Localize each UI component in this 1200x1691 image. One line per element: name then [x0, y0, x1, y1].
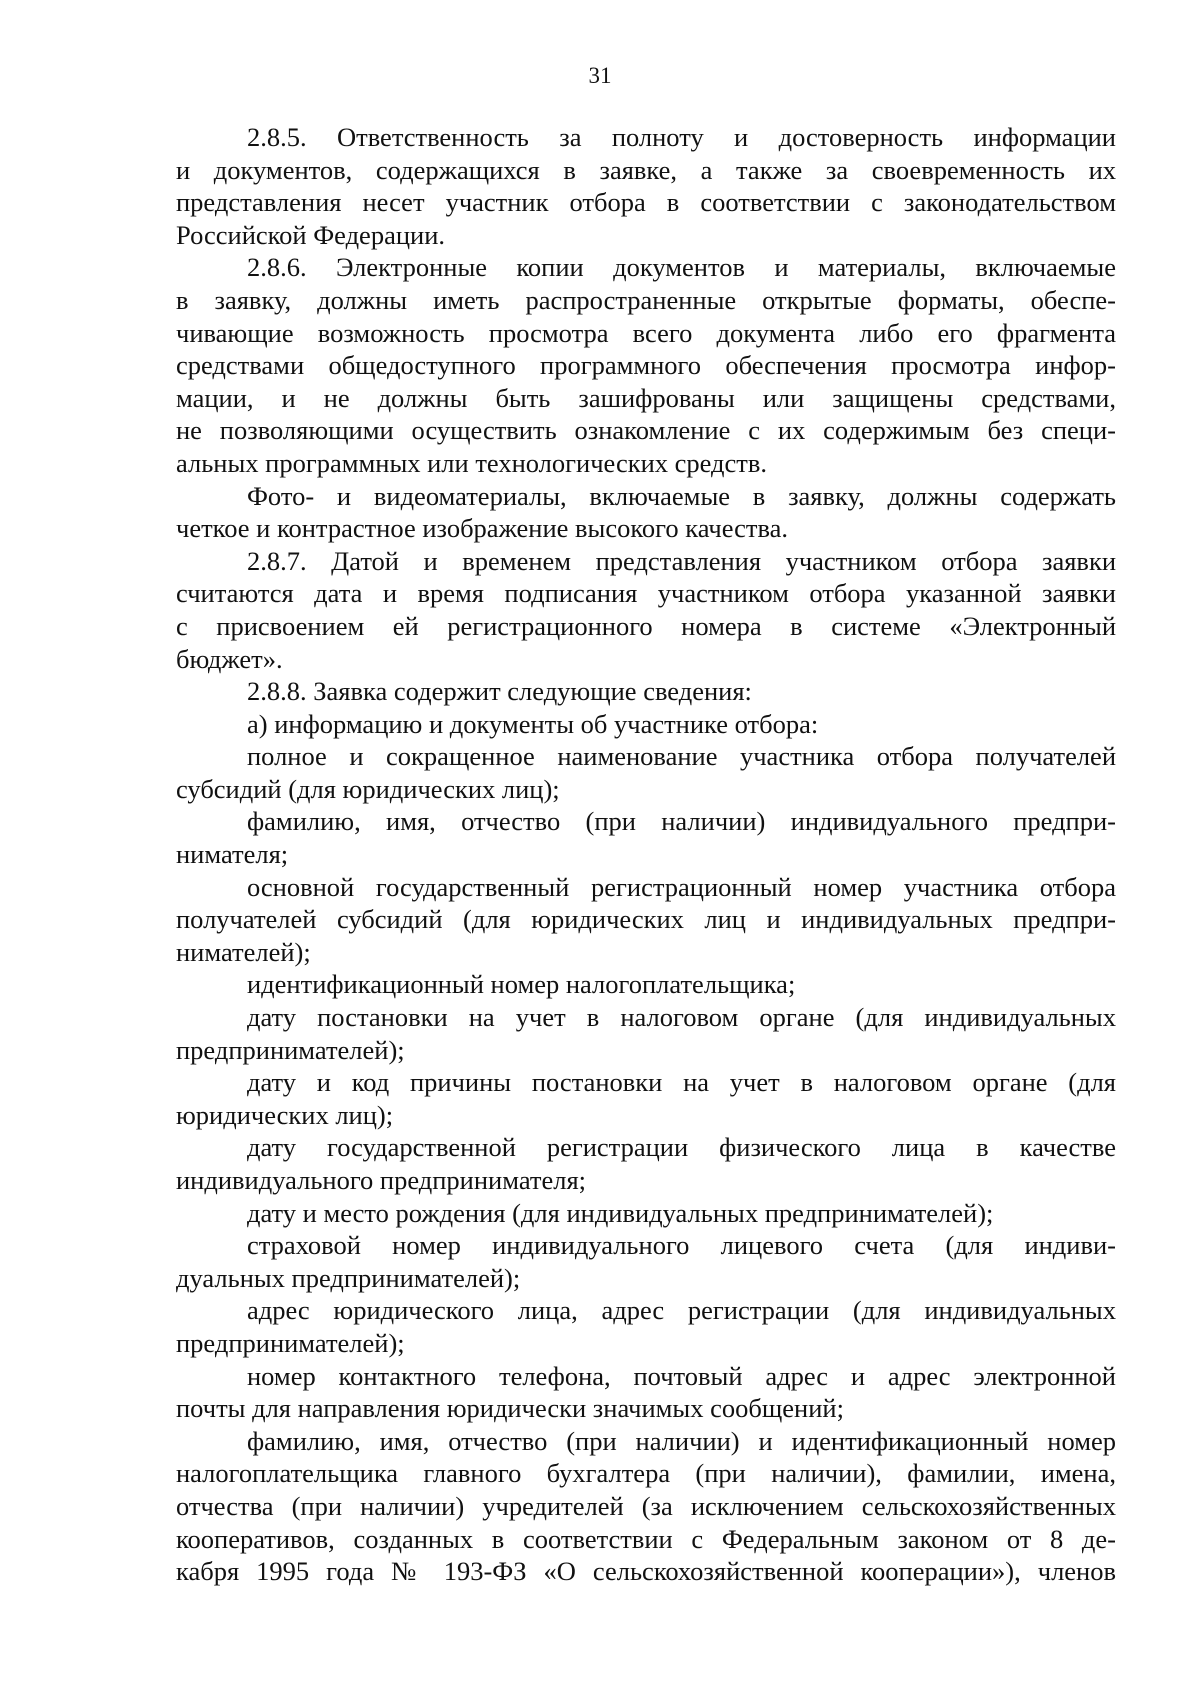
text-line: альных программных или технологических средств. [176, 447, 768, 478]
text-line: Российской Федерации. [176, 219, 445, 250]
text-line: 2.8.8. Заявка содержит следующие сведения: [247, 676, 752, 707]
text-line: Фото- и видеоматериалы, включаемые в заявку, должны содержать [247, 480, 1116, 511]
document-body [176, 121, 1116, 1588]
paragraph [176, 1360, 1116, 1425]
text-line: идентификационный номер налогоплательщика; [247, 969, 796, 1000]
text-line: чивающие возможность просмотра всего документа либо его фрагмента [176, 317, 1116, 348]
paragraph [176, 708, 1116, 741]
paragraph [176, 1066, 1116, 1131]
text-line: фамилию, имя, отчество (при наличии) индивидуального предпри- [247, 806, 1116, 837]
text-line: кооперативов, созданных в соответствии с Федеральным законом от 8 де- [176, 1523, 1116, 1554]
paragraph [176, 1425, 1116, 1588]
text-line: дату и код причины постановки на учет в налоговом органе (для [247, 1067, 1116, 1098]
text-line: нимателей); [176, 936, 311, 967]
paragraph [176, 1294, 1116, 1359]
text-line: страховой номер индивидуального лицевого счета (для индиви- [247, 1230, 1116, 1261]
text-line: четкое и контрастное изображение высокого качества. [176, 513, 789, 544]
text-line: почты для направления юридически значимых сообщений; [176, 1393, 844, 1424]
paragraph [176, 251, 1116, 479]
paragraph [176, 480, 1116, 545]
text-line: предпринимателей); [176, 1327, 405, 1358]
text-line: и документов, содержащихся в заявке, а также за своевременность их [176, 154, 1116, 185]
paragraph [176, 675, 1116, 708]
text-line: основной государственный регистрационный номер участника отбора [247, 871, 1116, 902]
text-line: налогоплательщика главного бухгалтера (при наличии), фамилии, имена, [176, 1458, 1116, 1489]
text-line: получателей субсидий (для юридических лиц и индивидуальных предпри- [176, 904, 1116, 935]
paragraph [176, 740, 1116, 805]
paragraph [176, 1197, 1116, 1230]
paragraph [176, 1131, 1116, 1196]
text-line: полное и сокращенное наименование участника отбора получателей [247, 741, 1116, 772]
text-line: индивидуального предпринимателя; [176, 1165, 587, 1195]
text-line: 2.8.5. Ответственность за полноту и достоверность информации [247, 122, 1116, 152]
paragraph [176, 968, 1116, 1001]
text-line: субсидий (для юридических лиц); [176, 773, 560, 804]
text-line: 2.8.7. Датой и временем представления участником отбора заявки [247, 545, 1116, 576]
text-line: кабря 1995 года № 193-ФЗ «О сельскохозяйственной кооперации»), членов [176, 1556, 1116, 1587]
text-line: 2.8.6. Электронные копии документов и материалы, включаемые [247, 252, 1116, 283]
text-line: в заявку, должны иметь распространенные открытые форматы, обеспе- [176, 284, 1116, 315]
text-line: а) информацию и документы об участнике отбора: [247, 708, 819, 739]
text-line: средствами общедоступного программного обеспечения просмотра инфор- [176, 350, 1116, 381]
text-line: дату постановки на учет в налоговом органе (для индивидуальных [247, 1002, 1116, 1033]
text-line: предпринимателей); [176, 1034, 405, 1065]
text-line: номер контактного телефона, почтовый адрес и адрес электронной [247, 1360, 1116, 1391]
text-line: дату и место рождения (для индивидуальных предпринимателей); [247, 1197, 994, 1228]
text-line: дуальных предпринимателей); [176, 1262, 521, 1293]
page-number: 31 [588, 63, 612, 88]
text-line: адрес юридического лица, адрес регистрации (для индивидуальных [247, 1295, 1116, 1326]
text-line: не позволяющими осуществить ознакомление с их содержимым без специ- [176, 415, 1116, 446]
paragraph [176, 805, 1116, 870]
text-line: фамилию, имя, отчество (при наличии) и идентификационный номер [247, 1425, 1116, 1456]
paragraph [176, 121, 1116, 251]
paragraph [176, 1229, 1116, 1294]
text-line: мации, и не должны быть зашифрованы или защищены средствами, [176, 382, 1116, 413]
text-line: юридических лиц); [176, 1099, 394, 1130]
paragraph [176, 871, 1116, 969]
text-line: представления несет участник отбора в соответствии с законодательством [176, 187, 1116, 218]
text-line: дату государственной регистрации физического лица в качестве [247, 1132, 1116, 1163]
paragraph [176, 1001, 1116, 1066]
paragraph [176, 545, 1116, 675]
text-line: бюджет». [176, 643, 283, 674]
text-line: нимателя; [176, 839, 289, 870]
text-line: считаются дата и время подписания участником отбора указанной заявки [176, 578, 1116, 609]
text-line: отчества (при наличии) учредителей (за исключением сельскохозяйственных [176, 1490, 1116, 1521]
text-line: с присвоением ей регистрационного номера в системе «Электронный [176, 610, 1116, 641]
